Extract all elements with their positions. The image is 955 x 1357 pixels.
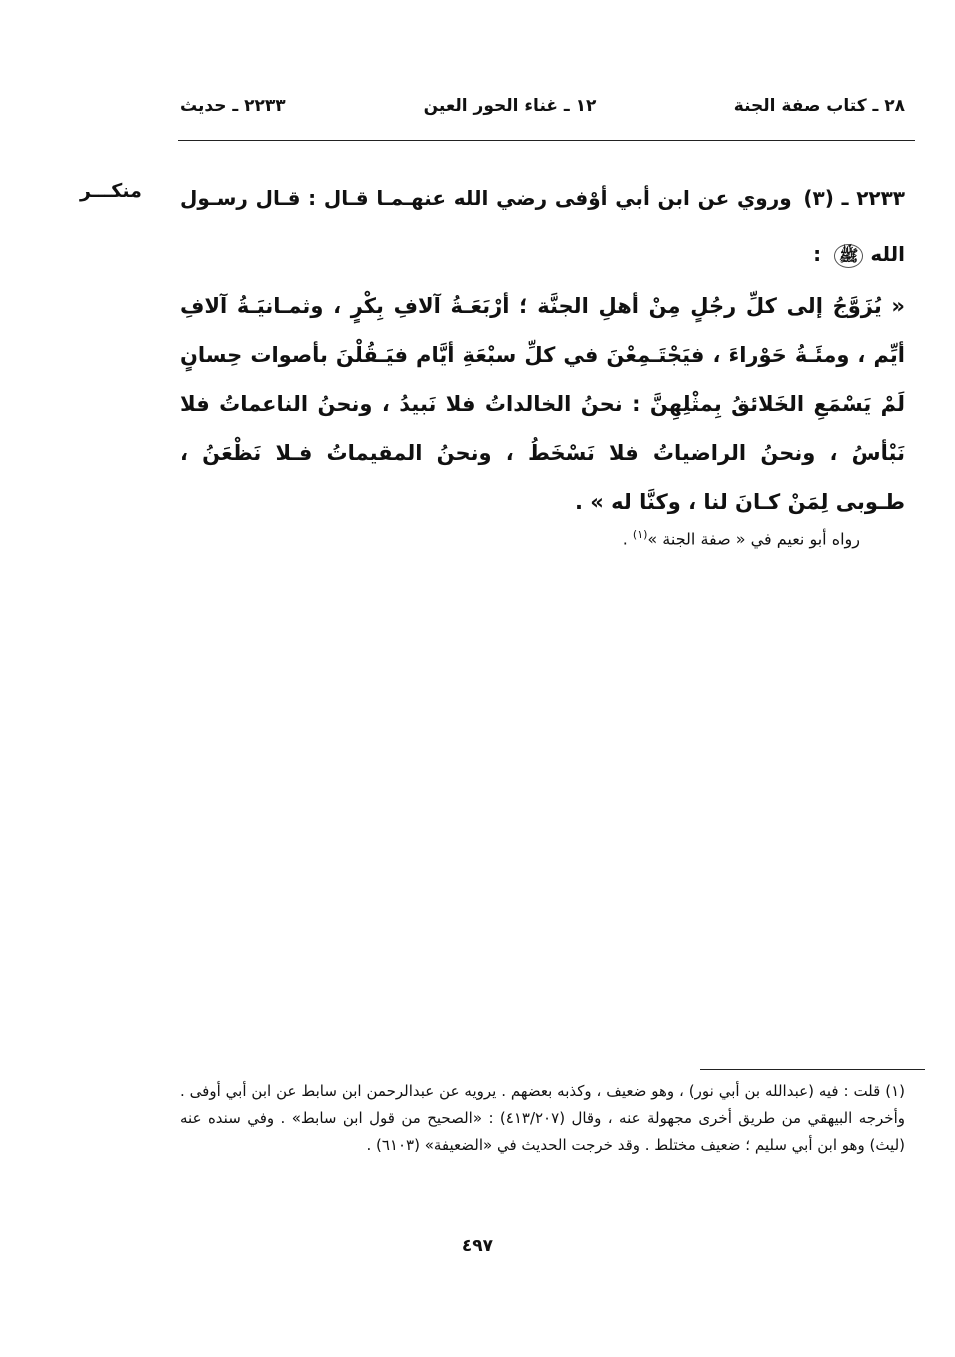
riwaya-line [623, 528, 860, 548]
hadith-intro [180, 170, 905, 282]
riwaya-end: . [622, 529, 628, 549]
intro-colon: : [813, 242, 822, 266]
running-header-hadith-ref: ٢٢٣٣ ـ حديث [180, 96, 286, 116]
footnote-text: (١) قلت : فيه (عبدالله بن أبي نور) ، وهو ضعيف ، وكذبه بعضهم . يرويه عن عبدالرحمن ابن سابط عن ابن أبي أوفى . وأخرجه البيهقي من طريق أخرى مجهولة عنه ، وقال (٤١٣/٢٠٧) : «الصحيح من قول ابن سابط» . وفي سنده عنه (ليث) وهو ابن أبي سليم ؛ ضعيف مختلط . وقد خرجت الحديث في «الضعيفة» (٦١٠٣) . [180, 1082, 905, 1154]
hadith-isnad: وروي عن ابن أبي أوْفى رضي الله عنهـمـا قـال : قـال رسـول الله [180, 186, 905, 266]
riwaya-text: رواه أبو نعيم في « صفة الجنة » [647, 529, 860, 549]
hadith-matn: « يُزَوَّجُ إلى كلِّ رجُلٍ مِنْ أهلِ الجنَّة ؛ أرْبَعَـةُ آلافِ بِكْرٍ ، وثمـانيَـةُ آلافِ أيِّم ، ومئَـةُ حَوْراءَ ، فيَجْتَـمِعْنَ في كلِّ سبْعَةِ أيَّام فيَـقُلْنَ بأصوات حِسانٍ لَمْ يَسْمَعِ الخَلائقُ بِمثْلِهِنَّ : نحنُ الخالداتُ فلا نَبيدُ ، ونحنُ الناعماتُ فلا نَبْأسُ ، ونحنُ الراضياتُ فلا نَسْخَطُ ، ونحنُ المقيماتُ فـلا نَظْعَنُ ، طـوبى لِمَنْ كـانَ لنا ، وكنَّا له » . [180, 294, 905, 514]
salutation-symbol: ﷺ [834, 244, 863, 268]
running-header-chapter: ٢٨ ـ كتاب صفة الجنة [733, 96, 905, 116]
header-divider [178, 140, 915, 141]
hadith-number: ٢٢٣٣ ـ (٣) [803, 186, 906, 210]
hadith-grade: منكـــر [80, 180, 142, 202]
page-number: ٤٩٧ [461, 1236, 494, 1256]
hadith-block [180, 170, 905, 527]
running-header-section: ١٢ ـ غناء الحور العين [423, 96, 597, 116]
footnote-divider [700, 1069, 925, 1070]
footnote-marker[interactable]: (١) [632, 528, 648, 541]
